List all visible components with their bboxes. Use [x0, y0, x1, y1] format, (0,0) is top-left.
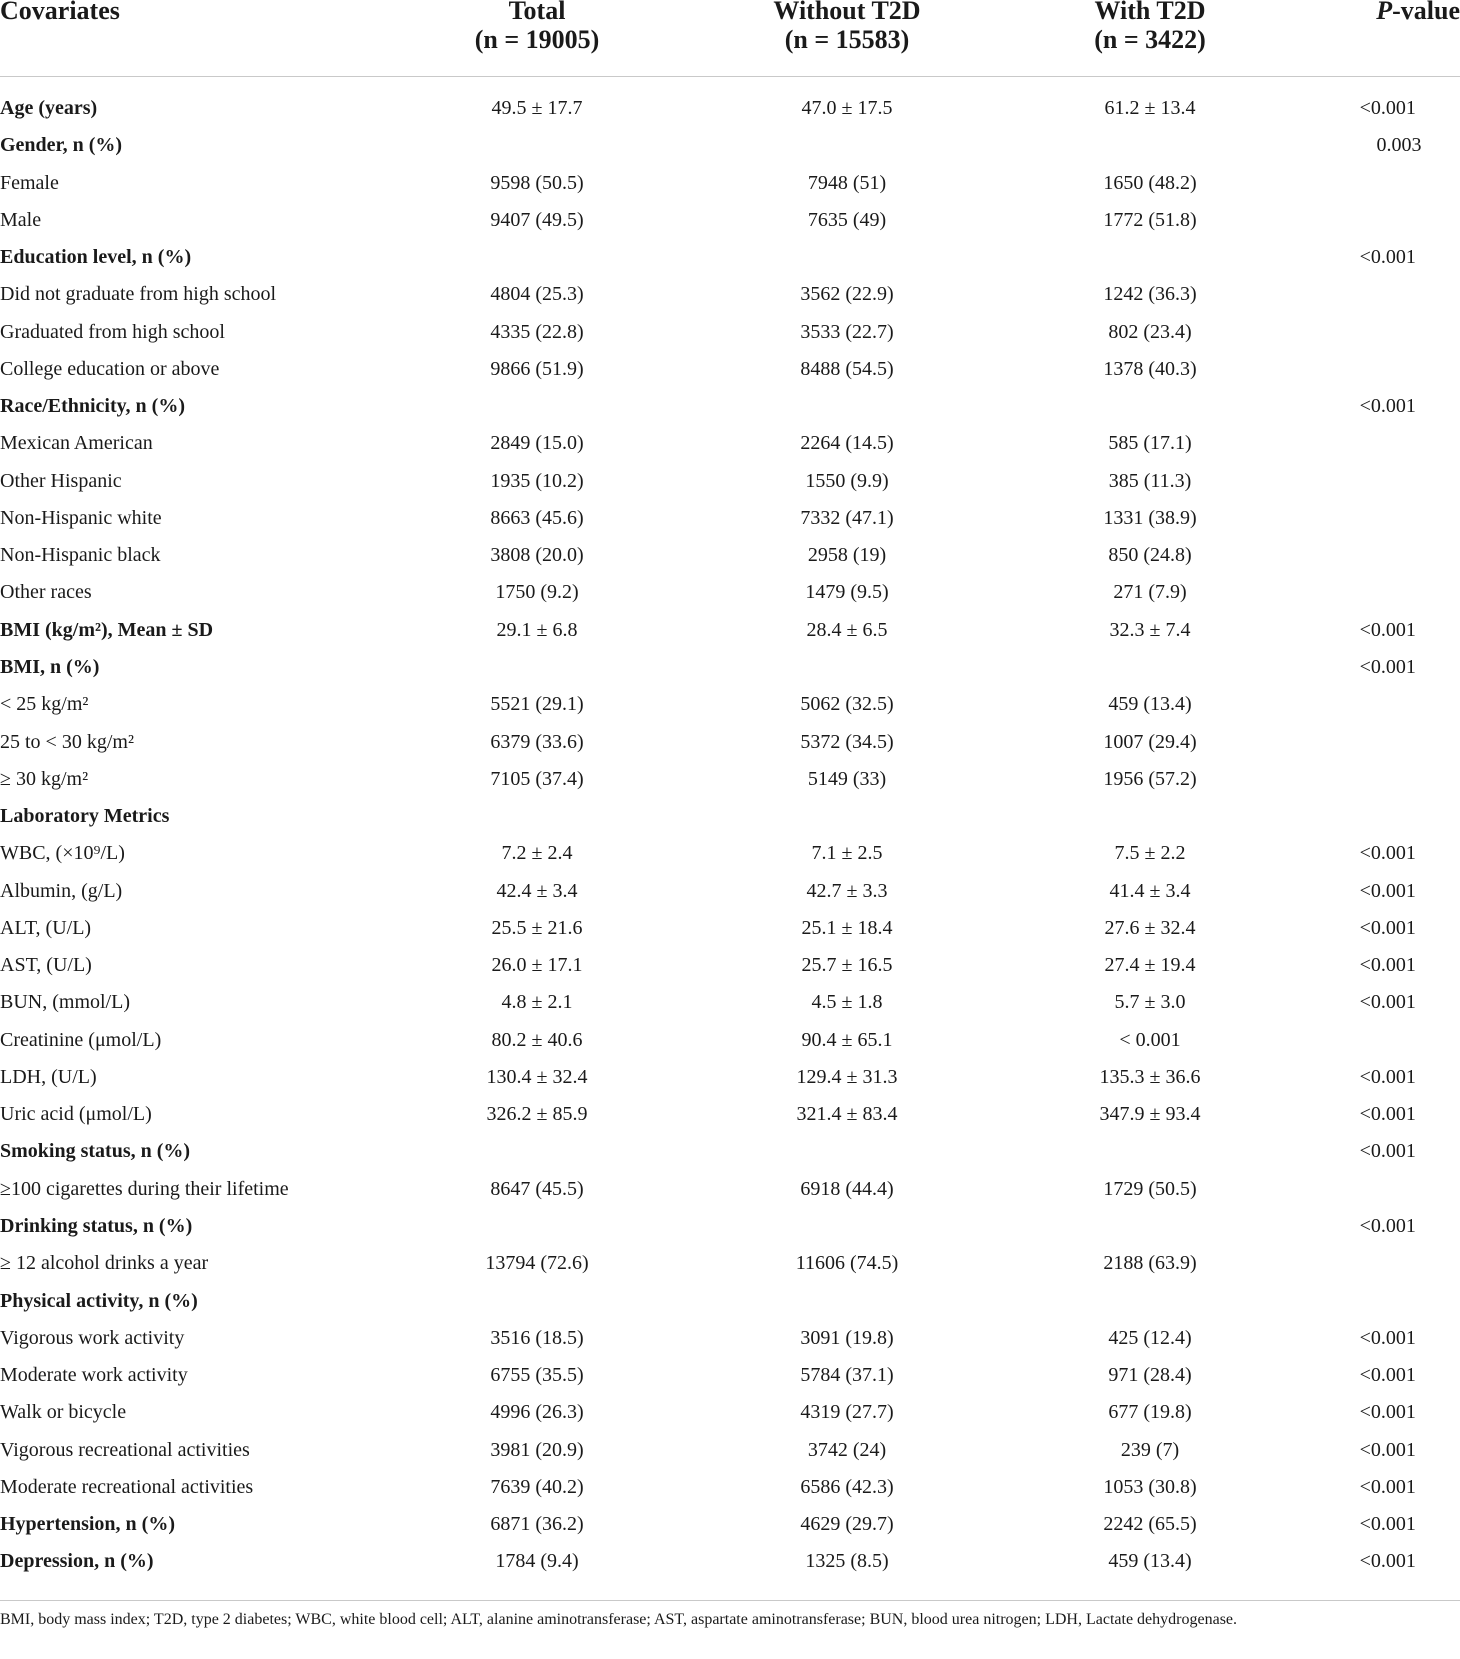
row-label: Other Hispanic — [0, 469, 122, 492]
cell-without-t2d: 3562 (22.9) — [800, 283, 894, 306]
cell-total: 6871 (36.2) — [490, 1513, 584, 1536]
cell-with-t2d: 27.6 ± 32.4 — [1104, 916, 1196, 939]
cell-total: 9407 (49.5) — [490, 208, 584, 231]
header-without-t2d — [773, 0, 920, 54]
header-without-n: (n = 15583) — [784, 25, 910, 54]
cell-pvalue: 0.003 — [1376, 134, 1422, 157]
cell-with-t2d: 850 (24.8) — [1108, 544, 1192, 567]
cell-total: 6755 (35.5) — [490, 1364, 584, 1387]
cell-total: 2849 (15.0) — [490, 432, 584, 455]
table-row — [0, 574, 1460, 611]
cell-total: 3516 (18.5) — [490, 1326, 584, 1349]
cell-total: 26.0 ± 17.1 — [491, 954, 583, 977]
cell-with-t2d: 1956 (57.2) — [1103, 767, 1197, 790]
row-label: Moderate recreational activities — [0, 1475, 254, 1498]
table-row — [0, 1357, 1460, 1394]
header-total-name: Total — [508, 0, 566, 25]
cell-with-t2d: 135.3 ± 36.6 — [1099, 1065, 1201, 1088]
cell-pvalue: <0.001 — [1359, 1214, 1416, 1237]
cell-with-t2d: 1378 (40.3) — [1103, 357, 1197, 380]
cell-with-t2d: 585 (17.1) — [1108, 432, 1192, 455]
row-label: WBC, (×10⁹/L) — [0, 842, 125, 865]
cell-pvalue: <0.001 — [1359, 655, 1416, 678]
cell-total: 49.5 ± 17.7 — [491, 97, 583, 119]
table-row — [0, 761, 1460, 798]
cell-without-t2d: 25.1 ± 18.4 — [801, 916, 893, 939]
cell-total: 25.5 ± 21.6 — [491, 916, 583, 939]
cell-total: 8663 (45.6) — [490, 506, 584, 529]
row-label: Depression, n (%) — [0, 1550, 154, 1573]
cell-with-t2d: 1729 (50.5) — [1103, 1177, 1197, 1200]
cell-with-t2d: 32.3 ± 7.4 — [1109, 618, 1191, 641]
table-row-section — [0, 1506, 1460, 1543]
cell-with-t2d: 239 (7) — [1120, 1438, 1180, 1461]
cell-with-t2d: 7.5 ± 2.2 — [1114, 842, 1186, 865]
table-footnote: BMI, body mass index; T2D, type 2 diabetes; WBC, white blood cell; ALT, alanine aminotransferase; AST, aspartate aminotransferase; BUN, blood urea nitrogen; LDH, Lactate dehydrogenase. — [0, 1611, 1238, 1628]
cell-with-t2d: 61.2 ± 13.4 — [1104, 97, 1196, 119]
row-label: Vigorous recreational activities — [0, 1438, 250, 1461]
table-row-section — [0, 1543, 1460, 1580]
cell-total: 6379 (33.6) — [490, 730, 584, 753]
row-label: Albumin, (g/L) — [0, 879, 123, 902]
cell-total: 42.4 ± 3.4 — [496, 879, 578, 902]
table-row — [0, 910, 1460, 947]
cell-pvalue: <0.001 — [1359, 1401, 1416, 1424]
cell-pvalue: <0.001 — [1359, 1475, 1416, 1498]
cell-without-t2d: 7.1 ± 2.5 — [811, 842, 883, 865]
row-label: Mexican American — [0, 432, 153, 455]
header-with-n: (n = 3422) — [1094, 25, 1206, 54]
cell-without-t2d: 321.4 ± 83.4 — [796, 1103, 898, 1126]
cell-total: 13794 (72.6) — [485, 1252, 589, 1275]
table-row-section — [0, 90, 1460, 127]
row-label: Female — [0, 171, 59, 194]
row-label: BMI (kg/m²), Mean ± SD — [0, 618, 214, 641]
row-label: Laboratory Metrics — [0, 805, 170, 828]
table-row — [0, 1432, 1460, 1469]
cell-pvalue: <0.001 — [1359, 97, 1416, 119]
cell-without-t2d: 42.7 ± 3.3 — [806, 879, 888, 902]
cell-with-t2d: 41.4 ± 3.4 — [1109, 879, 1191, 902]
cell-with-t2d: 1242 (36.3) — [1103, 283, 1197, 306]
header-rule — [0, 76, 1460, 77]
cell-with-t2d: 1007 (29.4) — [1103, 730, 1197, 753]
cell-without-t2d: 6586 (42.3) — [800, 1475, 894, 1498]
cell-with-t2d: 802 (23.4) — [1108, 320, 1192, 343]
table-row-section — [0, 239, 1460, 276]
row-label: Gender, n (%) — [0, 134, 123, 157]
cell-pvalue: <0.001 — [1359, 916, 1416, 939]
cell-without-t2d: 7635 (49) — [807, 208, 887, 231]
cell-with-t2d: 971 (28.4) — [1108, 1364, 1192, 1387]
cell-with-t2d: 459 (13.4) — [1108, 693, 1192, 716]
cell-with-t2d: 1053 (30.8) — [1103, 1475, 1197, 1498]
cell-without-t2d: 3091 (19.8) — [800, 1326, 894, 1349]
cell-pvalue: <0.001 — [1359, 1513, 1416, 1536]
footer-rule — [0, 1600, 1460, 1601]
table-row-section — [0, 649, 1460, 686]
table-row — [0, 1096, 1460, 1133]
row-label: Drinking status, n (%) — [0, 1214, 193, 1237]
cell-without-t2d: 11606 (74.5) — [795, 1252, 899, 1275]
row-label: ≥ 30 kg/m² — [0, 767, 89, 790]
cell-without-t2d: 5784 (37.1) — [800, 1364, 894, 1387]
table-row — [0, 873, 1460, 910]
header-pvalue — [1376, 0, 1460, 25]
cell-pvalue: <0.001 — [1359, 1326, 1416, 1349]
cell-without-t2d: 6918 (44.4) — [800, 1177, 894, 1200]
row-label: ≥ 12 alcohol drinks a year — [0, 1252, 209, 1275]
table-row — [0, 1245, 1460, 1282]
cell-total: 29.1 ± 6.8 — [496, 618, 578, 641]
table-header — [0, 0, 1460, 76]
cell-with-t2d: 27.4 ± 19.4 — [1104, 954, 1196, 977]
row-label: ALT, (U/L) — [0, 916, 92, 939]
table-row-section — [0, 612, 1460, 649]
cell-total: 4335 (22.8) — [490, 320, 584, 343]
header-without-name: Without T2D — [773, 0, 921, 25]
cell-with-t2d: 2188 (63.9) — [1103, 1252, 1197, 1275]
table-row-section — [0, 1208, 1460, 1245]
cell-total: 326.2 ± 85.9 — [486, 1103, 588, 1126]
table-row — [0, 463, 1460, 500]
row-label: Male — [0, 208, 42, 231]
table-row — [0, 276, 1460, 313]
cell-with-t2d: 425 (12.4) — [1108, 1326, 1192, 1349]
cell-total: 5521 (29.1) — [490, 693, 584, 716]
cell-without-t2d: 3742 (24) — [807, 1438, 887, 1461]
cell-without-t2d: 4319 (27.7) — [800, 1401, 894, 1424]
header-total — [475, 0, 600, 54]
cell-without-t2d: 2264 (14.5) — [800, 432, 894, 455]
table-row — [0, 984, 1460, 1021]
row-label: Non-Hispanic black — [0, 544, 161, 567]
cell-without-t2d: 4629 (29.7) — [800, 1513, 894, 1536]
table-row-section — [0, 127, 1460, 164]
cell-pvalue: <0.001 — [1359, 1140, 1416, 1163]
cell-with-t2d: 1772 (51.8) — [1103, 208, 1197, 231]
cell-total: 7.2 ± 2.4 — [501, 842, 573, 865]
cell-total: 80.2 ± 40.6 — [491, 1028, 583, 1051]
cell-total: 4996 (26.3) — [490, 1401, 584, 1424]
row-label: Race/Ethnicity, n (%) — [0, 395, 185, 418]
table-row-section — [0, 388, 1460, 425]
row-label: Hypertension, n (%) — [0, 1513, 175, 1536]
row-label: Did not graduate from high school — [0, 283, 277, 306]
cell-pvalue: <0.001 — [1359, 246, 1416, 269]
table-row — [0, 314, 1460, 351]
cell-without-t2d: 25.7 ± 16.5 — [801, 954, 893, 977]
cell-pvalue: <0.001 — [1359, 618, 1416, 641]
header-total-n: (n = 19005) — [474, 25, 600, 54]
table-row — [0, 351, 1460, 388]
table-row — [0, 1394, 1460, 1431]
cell-without-t2d: 7948 (51) — [807, 171, 887, 194]
cell-total: 7105 (37.4) — [490, 767, 584, 790]
cell-with-t2d: 5.7 ± 3.0 — [1114, 991, 1186, 1014]
row-label: Graduated from high school — [0, 320, 225, 343]
row-label: < 25 kg/m² — [0, 693, 89, 716]
table-row — [0, 947, 1460, 984]
cell-total: 3808 (20.0) — [490, 544, 584, 567]
cell-with-t2d: 677 (19.8) — [1108, 1401, 1192, 1424]
cell-without-t2d: 2958 (19) — [807, 544, 887, 567]
table-row — [0, 537, 1460, 574]
cell-pvalue: <0.001 — [1359, 879, 1416, 902]
cell-without-t2d: 1550 (9.9) — [805, 469, 889, 492]
cell-total: 3981 (20.9) — [490, 1438, 584, 1461]
table-row — [0, 165, 1460, 202]
cell-pvalue: <0.001 — [1359, 991, 1416, 1014]
row-label: College education or above — [0, 357, 220, 380]
cell-with-t2d: 271 (7.9) — [1113, 581, 1187, 604]
cell-with-t2d: 347.9 ± 93.4 — [1099, 1103, 1201, 1126]
row-label: Smoking status, n (%) — [0, 1140, 191, 1163]
cell-without-t2d: 7332 (47.1) — [800, 506, 894, 529]
cell-total: 9866 (51.9) — [490, 357, 584, 380]
cell-without-t2d: 47.0 ± 17.5 — [801, 97, 893, 119]
table-row — [0, 835, 1460, 872]
cell-pvalue: <0.001 — [1359, 1065, 1416, 1088]
cell-pvalue: <0.001 — [1359, 1364, 1416, 1387]
table-row — [0, 500, 1460, 537]
table-row-section — [0, 798, 1460, 835]
cell-without-t2d: 28.4 ± 6.5 — [806, 618, 888, 641]
cell-without-t2d: 90.4 ± 65.1 — [801, 1028, 893, 1051]
row-label: ≥100 cigarettes during their lifetime — [0, 1177, 289, 1200]
cell-total: 8647 (45.5) — [490, 1177, 584, 1200]
cell-with-t2d: 459 (13.4) — [1108, 1550, 1192, 1573]
cell-pvalue: <0.001 — [1359, 1550, 1416, 1573]
row-label: AST, (U/L) — [0, 954, 92, 977]
row-label: LDH, (U/L) — [0, 1065, 97, 1088]
cell-without-t2d: 5372 (34.5) — [800, 730, 894, 753]
cell-with-t2d: 385 (11.3) — [1108, 469, 1192, 492]
table-row — [0, 686, 1460, 723]
table-row-section — [0, 1133, 1460, 1170]
header-pvalue-rest: -value — [1392, 0, 1460, 25]
cell-without-t2d: 129.4 ± 31.3 — [796, 1065, 898, 1088]
row-label: Other races — [0, 581, 92, 604]
cell-pvalue: <0.001 — [1359, 1103, 1416, 1126]
row-label: Non-Hispanic white — [0, 506, 162, 529]
cell-pvalue: <0.001 — [1359, 842, 1416, 865]
header-pvalue-italic: P — [1376, 0, 1393, 25]
cell-total: 7639 (40.2) — [490, 1475, 584, 1498]
table-row — [0, 1469, 1460, 1506]
header-with-name: With T2D — [1094, 0, 1206, 25]
cell-total: 9598 (50.5) — [490, 171, 584, 194]
row-label: Vigorous work activity — [0, 1326, 185, 1349]
row-label: Walk or bicycle — [0, 1401, 127, 1424]
cell-without-t2d: 5149 (33) — [807, 767, 887, 790]
row-label: Moderate work activity — [0, 1364, 188, 1387]
cell-pvalue: <0.001 — [1359, 395, 1416, 418]
header-with-t2d — [1094, 0, 1206, 54]
cell-without-t2d: 4.5 ± 1.8 — [811, 991, 883, 1014]
cell-without-t2d: 5062 (32.5) — [800, 693, 894, 716]
cell-without-t2d: 1325 (8.5) — [805, 1550, 889, 1573]
row-label: BUN, (mmol/L) — [0, 991, 130, 1014]
cell-with-t2d: < 0.001 — [1119, 1028, 1181, 1051]
cell-with-t2d: 1650 (48.2) — [1103, 171, 1197, 194]
cell-pvalue: <0.001 — [1359, 954, 1416, 977]
row-label: Physical activity, n (%) — [0, 1289, 198, 1312]
cell-without-t2d: 8488 (54.5) — [800, 357, 894, 380]
table-row — [0, 1320, 1460, 1357]
table-row — [0, 202, 1460, 239]
header-covariates: Covariates — [0, 0, 120, 25]
cell-with-t2d: 2242 (65.5) — [1103, 1513, 1197, 1536]
cell-pvalue: <0.001 — [1359, 1438, 1416, 1461]
cell-total: 1784 (9.4) — [495, 1550, 579, 1573]
row-label: Creatinine (μmol/L) — [0, 1028, 162, 1051]
row-label: Age (years) — [0, 97, 98, 119]
cell-without-t2d: 1479 (9.5) — [805, 581, 889, 604]
row-label: BMI, n (%) — [0, 655, 100, 678]
table-row — [0, 1171, 1460, 1208]
table-row — [0, 1059, 1460, 1096]
table-body — [0, 90, 1460, 1581]
cell-with-t2d: 1331 (38.9) — [1103, 506, 1197, 529]
cell-total: 130.4 ± 32.4 — [486, 1065, 588, 1088]
row-label: Uric acid (μmol/L) — [0, 1103, 152, 1126]
cell-total: 1935 (10.2) — [490, 469, 584, 492]
table-row — [0, 1022, 1460, 1059]
cell-without-t2d: 3533 (22.7) — [800, 320, 894, 343]
cell-total: 4.8 ± 2.1 — [501, 991, 573, 1014]
table-row-section — [0, 1283, 1460, 1320]
cell-total: 1750 (9.2) — [495, 581, 579, 604]
cell-total: 4804 (25.3) — [490, 283, 584, 306]
row-label: Education level, n (%) — [0, 246, 192, 269]
table-row — [0, 724, 1460, 761]
table-row — [0, 425, 1460, 462]
row-label: 25 to < 30 kg/m² — [0, 730, 134, 753]
